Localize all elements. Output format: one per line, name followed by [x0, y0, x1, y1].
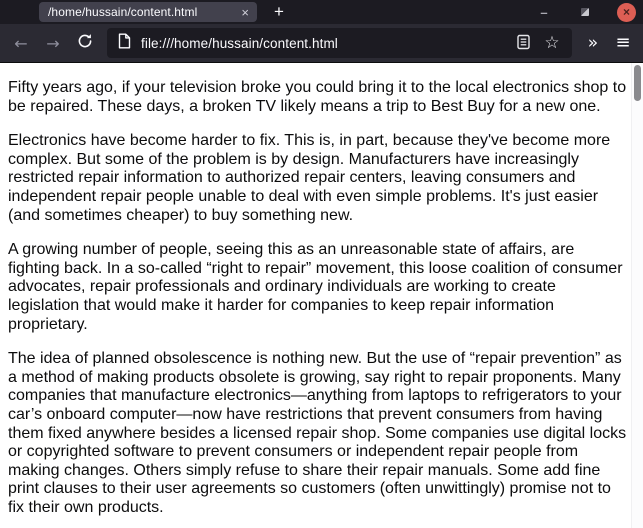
star-icon: ☆	[544, 32, 560, 53]
navigation-toolbar	[0, 24, 643, 63]
tab-bar	[0, 0, 643, 24]
plus-icon: +	[274, 2, 284, 21]
url-text[interactable]: file:///home/hussain/content.html	[141, 35, 338, 51]
scrollbar-thumb[interactable]	[634, 65, 641, 101]
close-icon: ×	[241, 4, 249, 20]
back-arrow-icon: ←	[14, 33, 28, 53]
reader-view-icon	[516, 34, 531, 53]
page-icon	[117, 33, 132, 54]
paragraph: Fifty years ago, if your television broke you could bring it to the local electronics shop to be repaired. These days, a broken TV likely means a trip to Best Buy for a new one.	[8, 79, 627, 115]
browser-tab[interactable]	[39, 2, 257, 22]
hamburger-menu-icon: ≡	[615, 32, 631, 53]
reload-button[interactable]	[69, 29, 101, 57]
url-bar[interactable]	[107, 28, 572, 58]
scrollbar[interactable]	[631, 63, 643, 528]
window-restore-button[interactable]	[576, 3, 594, 21]
window-close-button[interactable]	[617, 3, 636, 22]
bookmark-star-button[interactable]	[542, 33, 562, 53]
reader-view-button[interactable]	[513, 33, 533, 53]
article-text	[0, 79, 643, 517]
minimize-icon: –	[540, 4, 548, 20]
tab-close-button[interactable]	[239, 6, 251, 19]
tab-title: /home/hussain/content.html	[48, 5, 198, 19]
paragraph: A growing number of people, seeing this as an unreasonable state of affairs, are fighting back. In a so-called “right to repair” movement, this loose coalition of consumer advocates, repair professionals and ordinary individuals are working to create legislation that would make it harder for companies to keep repair information proprietary.	[8, 241, 623, 333]
window-minimize-button[interactable]	[535, 3, 553, 21]
overflow-menu-button[interactable]	[578, 29, 608, 57]
forward-arrow-icon: →	[46, 33, 60, 53]
window-close-icon: ×	[622, 5, 630, 19]
forward-button[interactable]	[37, 29, 69, 57]
double-chevron-icon: »	[587, 32, 599, 53]
paragraph: Electronics have become harder to fix. This is, in part, because they've become more complex. But some of the problem is by design. Manufacturers have increasingly restricted repair information to authorized repair centers, leaving consumers and independent repair people unable to deal with even simple problems. It's just easier (and sometimes cheaper) to buy something new.	[8, 132, 611, 224]
restore-icon	[581, 8, 589, 16]
window-controls	[535, 0, 636, 24]
back-button[interactable]	[5, 29, 37, 57]
page-content	[0, 63, 643, 528]
new-tab-button[interactable]	[267, 1, 291, 23]
app-menu-button[interactable]	[608, 29, 638, 57]
reload-icon	[77, 33, 93, 53]
paragraph: The idea of planned obsolescence is nothing new. But the use of “repair prevention” as a method of making products obsolete is growing, say right to repair proponents. Many companies that manufacture electronics—anything from laptops to refrigerators to your car’s onboard computer—now have restrictions that prevent consumers from having them fixed anywhere besides a licensed repair shop. Some companies use digital locks or copyrighted software to prevent consumers or independent repair people from making changes. Others simply refuse to share their repair manuals. Some add fine print clauses to their user agreements so customers (often unwittingly) promise not to fix their own products.	[8, 350, 627, 516]
